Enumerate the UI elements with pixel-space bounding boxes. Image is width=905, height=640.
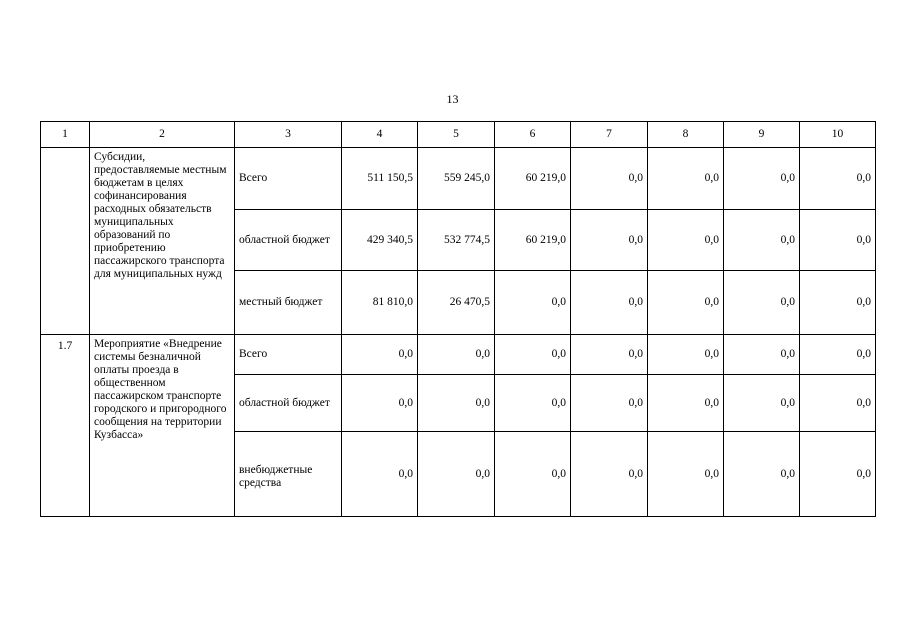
column-header: 1 xyxy=(41,122,90,148)
value-cell: 0,0 xyxy=(800,210,876,271)
value-cell: 0,0 xyxy=(648,335,724,375)
value-cell: 429 340,5 xyxy=(342,210,418,271)
value-cell: 0,0 xyxy=(495,271,571,335)
table-row xyxy=(41,148,876,210)
value-cell: 0,0 xyxy=(418,375,495,432)
value-cell: 0,0 xyxy=(648,375,724,432)
value-cell: 532 774,5 xyxy=(418,210,495,271)
value-cell: 0,0 xyxy=(648,148,724,210)
value-cell: 0,0 xyxy=(724,335,800,375)
column-header: 2 xyxy=(90,122,235,148)
column-header: 6 xyxy=(495,122,571,148)
value-cell: 0,0 xyxy=(800,432,876,517)
funding-source: внебюджетные средства xyxy=(235,432,342,517)
table-row xyxy=(41,335,876,375)
measure-name: Субсидии, предоставляемые местным бюджетам в целях софинансирования расходных обязательств муниципальных образований по приобретению пассажирского транспорта для муниципальных нужд xyxy=(90,148,235,335)
value-cell: 0,0 xyxy=(342,335,418,375)
value-cell: 0,0 xyxy=(800,335,876,375)
value-cell: 0,0 xyxy=(800,148,876,210)
value-cell: 0,0 xyxy=(724,210,800,271)
value-cell: 0,0 xyxy=(724,432,800,517)
value-cell: 0,0 xyxy=(571,432,648,517)
budget-table xyxy=(40,121,876,517)
page-number: 13 xyxy=(446,92,459,106)
value-cell: 0,0 xyxy=(571,210,648,271)
value-cell: 0,0 xyxy=(648,271,724,335)
column-header: 9 xyxy=(724,122,800,148)
row-id: 1.7 xyxy=(41,335,90,517)
value-cell: 0,0 xyxy=(495,335,571,375)
value-cell: 0,0 xyxy=(342,432,418,517)
funding-source: областной бюджет xyxy=(235,375,342,432)
table-header-row xyxy=(41,122,876,148)
column-header: 3 xyxy=(235,122,342,148)
value-cell: 0,0 xyxy=(571,271,648,335)
measure-name: Мероприятие «Внедрение системы безналичной оплаты проезда в общественном пассажирском транспорте городского и пригородного сообщения на территории Кузбасса» xyxy=(90,335,235,517)
value-cell: 0,0 xyxy=(342,375,418,432)
value-cell: 0,0 xyxy=(648,210,724,271)
value-cell: 0,0 xyxy=(418,335,495,375)
value-cell: 0,0 xyxy=(724,271,800,335)
value-cell: 26 470,5 xyxy=(418,271,495,335)
value-cell: 0,0 xyxy=(724,148,800,210)
value-cell: 511 150,5 xyxy=(342,148,418,210)
column-header: 8 xyxy=(648,122,724,148)
value-cell: 0,0 xyxy=(800,375,876,432)
funding-source: Всего xyxy=(235,148,342,210)
funding-source: областной бюджет xyxy=(235,210,342,271)
column-header: 7 xyxy=(571,122,648,148)
value-cell: 60 219,0 xyxy=(495,210,571,271)
column-header: 4 xyxy=(342,122,418,148)
value-cell: 0,0 xyxy=(571,375,648,432)
value-cell: 0,0 xyxy=(571,148,648,210)
value-cell: 0,0 xyxy=(571,335,648,375)
value-cell: 0,0 xyxy=(800,271,876,335)
column-header: 10 xyxy=(800,122,876,148)
value-cell: 60 219,0 xyxy=(495,148,571,210)
value-cell: 559 245,0 xyxy=(418,148,495,210)
value-cell: 0,0 xyxy=(418,432,495,517)
funding-source: местный бюджет xyxy=(235,271,342,335)
value-cell: 0,0 xyxy=(648,432,724,517)
value-cell: 0,0 xyxy=(724,375,800,432)
value-cell: 0,0 xyxy=(495,375,571,432)
column-header: 5 xyxy=(418,122,495,148)
value-cell: 81 810,0 xyxy=(342,271,418,335)
value-cell: 0,0 xyxy=(495,432,571,517)
row-id xyxy=(41,148,90,335)
funding-source: Всего xyxy=(235,335,342,375)
